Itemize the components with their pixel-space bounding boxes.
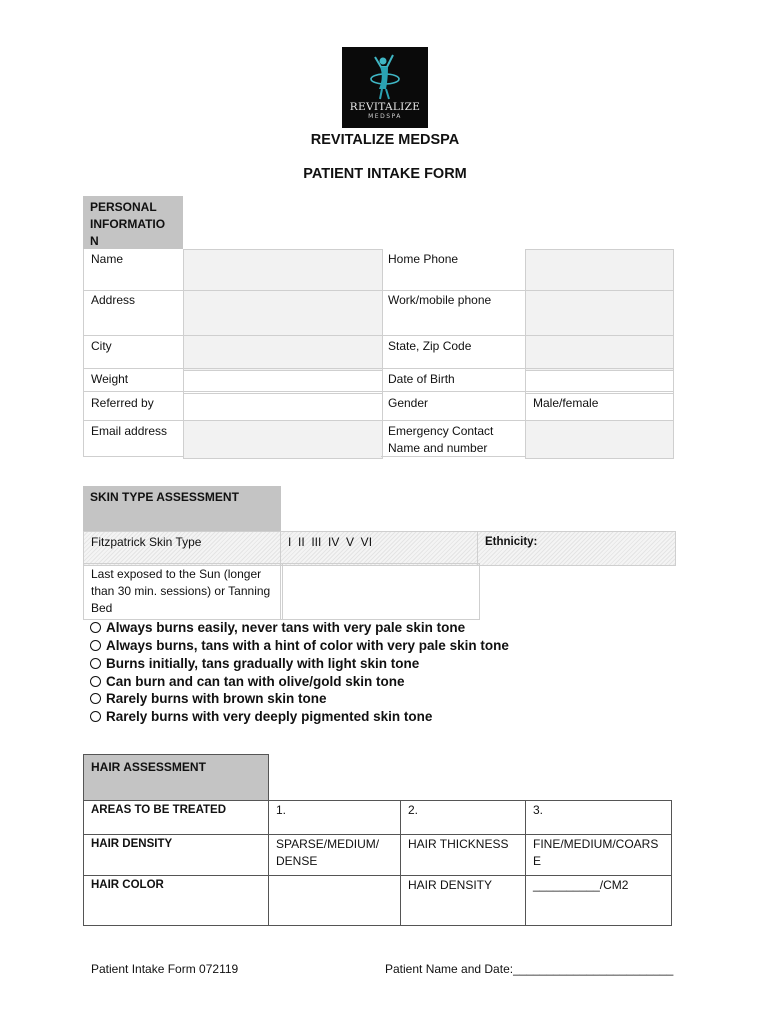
fitzpatrick-values: I II III IV V VI [288,535,373,549]
ethnicity-label: Ethnicity: [485,536,538,548]
hair-thickness-options[interactable]: FINE/MEDIUM/COARS E [533,837,659,868]
area-1[interactable]: 1. [276,803,287,817]
clinic-logo [342,47,428,128]
personal-info-header: PERSONAL INFORMATIO N [83,196,183,249]
skin-option-label: Always burns, tans with a hint of color with very pale skin tone [106,638,509,653]
skin-option-2[interactable] [90,638,509,653]
footer-patient-name-date[interactable]: Patient Name and Date:________________________ [385,962,674,976]
home-phone-field[interactable] [525,249,674,293]
logo-subtitle: MEDSPA [368,113,402,120]
skin-assessment-header: SKIN TYPE ASSESSMENT [83,486,281,532]
skin-option-label: Can burn and can tan with olive/gold skin tone [106,674,405,689]
skin-option-label: Rarely burns with brown skin tone [106,691,327,706]
hair-density-2-label: HAIR DENSITY [408,878,493,892]
skin-option-4[interactable] [90,674,405,689]
city-label: City [91,339,112,353]
sun-exposure-label: Last exposed to the Sun (longer than 30 min. sessions) or Tanning Bed [91,567,271,615]
hair-density-label: HAIR DENSITY [91,838,173,850]
address-label: Address [91,293,136,307]
radio-circle-icon[interactable] [90,676,101,687]
dob-label: Date of Birth [388,372,455,386]
radio-circle-icon[interactable] [90,658,101,669]
skin-option-label: Rarely burns with very deeply pigmented skin tone [106,709,433,724]
name-label: Name [91,252,124,266]
work-phone-field[interactable] [525,290,674,338]
area-3[interactable]: 3. [533,803,544,817]
footer-form-id: Patient Intake Form 072119 [91,962,239,976]
skin-option-3[interactable] [90,656,419,671]
name-field[interactable] [183,249,383,293]
radio-circle-icon[interactable] [90,640,101,651]
skin-option-5[interactable] [90,691,327,706]
referred-by-label: Referred by [91,396,154,410]
hair-color-label: HAIR COLOR [91,879,164,891]
weight-label: Weight [91,372,129,386]
home-phone-label: Home Phone [388,252,459,266]
address-field[interactable] [183,290,383,338]
city-field[interactable] [183,335,383,371]
hair-density-2-value[interactable]: __________/CM2 [533,878,629,892]
skin-option-label: Burns initially, tans gradually with light skin tone [106,656,420,671]
hair-assessment-header: HAIR ASSESSMENT [83,754,269,801]
gender-value: Male/female [533,396,599,410]
skin-option-label: Always burns easily, never tans with very pale skin tone [106,620,466,635]
clinic-title: REVITALIZE MEDSPA [310,132,460,148]
sun-exposure-field[interactable] [280,563,480,620]
emergency-contact-field[interactable] [525,420,674,459]
hair-density-options[interactable]: SPARSE/MEDIUM/ DENSE [276,837,380,868]
fitzpatrick-label: Fitzpatrick Skin Type [91,535,202,549]
areas-label: AREAS TO BE TREATED [91,804,227,816]
state-zip-label: State, Zip Code [388,339,472,353]
area-2[interactable]: 2. [408,803,419,817]
email-label: Email address [91,424,168,438]
referred-by-field[interactable] [183,391,383,423]
radio-circle-icon[interactable] [90,693,101,704]
hair-color-field[interactable] [269,876,400,925]
hair-thickness-label: HAIR THICKNESS [408,837,509,851]
skin-option-6[interactable] [90,709,432,724]
work-phone-label: Work/mobile phone [388,293,492,307]
radio-circle-icon[interactable] [90,622,101,633]
skin-option-1[interactable] [90,620,465,635]
gender-label: Gender [388,396,429,410]
radio-circle-icon[interactable] [90,711,101,722]
emergency-contact-label: Emergency Contact Name and number [388,424,494,455]
form-title: PATIENT INTAKE FORM [303,166,467,182]
state-zip-field[interactable] [525,335,674,371]
logo-wordmark: REVITALIZE [349,101,421,113]
email-field[interactable] [183,420,383,459]
